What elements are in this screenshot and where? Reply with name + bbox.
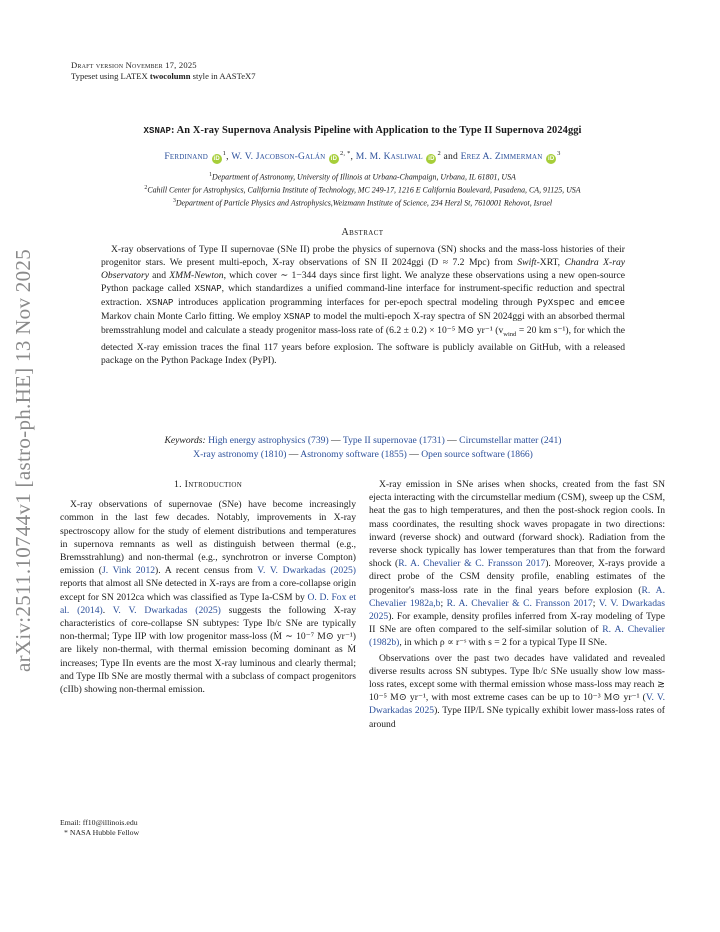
paragraph: X-ray emission in SNe arises when shocks, created from the fast SN ejecta interacting with the circumstellar medium (CSM), sweep up the CSM, heat the gas to high temperatures, and then the post-shock region cools. In mass coordinates, the resulting shock waves propagate in two directions: inward (reverse shock) and outward (forward shock). Radiation from the reverse shock typically has lower temperatures than that from the forward shock (R. A. Chevalier & C. Fransson 2017). Moreover, X-rays provide a direct probe of the CSM density profile, enabling estimates of the progenitor's mass-loss rate in the final years before explosion (R. A. Chevalier 1982a,b; R. A. Chevalier & C. Fransson 2017; V. V. Dwarkadas 2025). For example, density profiles inferred from X-ray modeling of Type II SNe are often compared to the self-similar solution of R. A. Chevalier (1982b), in which ρ ∝ r⁻ˢ with s = 2 for a typical Type II SNe. — [369, 479, 666, 649]
paper-title: XSNAP: An X-ray Supernova Analysis Pipeline with Application to the Type II Supernova 2024ggi — [143, 125, 582, 136]
abstract-body: X-ray observations of Type II supernovae (SNe II) probe the physics of supernova (SN) shocks and the mass-loss histories of their progenitor stars. We present multi-epoch, X-ray observations of SN II 2024ggi (D ≈ 7.2 Mpc) from Swift-XRT, Chandra X-ray Observatory and XMM-Newton, which cover ∼ 1−344 days since first light. We analyze these observations using a new open-source Python package called XSNAP, which standardizes a unified command-line interface for instrument-specific reduction and spectral extraction. XSNAP introduces application programming interfaces for per-epoch spectral modeling through PyXspec and emcee Markov chain Monte Carlo fitting. We employ XSNAP to model the multi-epoch X-ray spectra of SN 2024ggi with an absorbed thermal bremsstrahlung model and calculate a steady progenitor mass-loss rate of (6.2 ± 0.2) × 10⁻⁵ M⊙ yr⁻¹ ($v_{wind} = 20$ km s⁻¹), for which the detected X-ray emission traces the final 117 years before explosion. The software is publicly available on GitHub, with a released package on the Python Package Index (PyPI). — [101, 244, 626, 366]
keyword-link[interactable]: Open source software (1866) — [421, 449, 533, 460]
author-name[interactable]: M. M. Kasliwal — [355, 151, 423, 163]
keywords-label: Keywords: — [164, 435, 206, 446]
author-name[interactable]: W. V. Jacobson-Galán — [231, 151, 326, 163]
author-name[interactable]: Ferdinand — [164, 151, 209, 163]
orcid-icon[interactable]: iD — [330, 156, 338, 163]
keyword-link[interactable]: Astronomy software (1855) — [300, 449, 407, 460]
fellow-footnote: * NASA Hubble Fellow — [64, 828, 140, 838]
footnotes — [60, 818, 356, 839]
orcid-icon[interactable]: iD — [547, 156, 555, 163]
affiliation-line: $^2$Cahill Center for Astrophysics, California Institute of Technology, MC 249-17, 1216 E California Boulevard, Pasadena, CA, 91125, USA — [144, 185, 581, 195]
affiliation-line: $^1$Department of Astronomy, University of Illinois at Urbana-Champaign, Urbana, IL 61801, USA — [209, 172, 516, 182]
left-column — [60, 478, 356, 696]
running-header — [71, 60, 256, 82]
orcid-icon[interactable]: iD — [213, 156, 220, 163]
abstract-heading: Abstract — [341, 227, 384, 238]
citation-link[interactable]: V. V. Dwarkadas 2025 — [369, 597, 665, 623]
keyword-link[interactable]: High energy astrophysics (739) — [208, 435, 329, 446]
orcid-icon[interactable]: iD — [428, 156, 435, 163]
citation-link[interactable]: R. A. Chevalier & C. Fransson 2017 — [398, 558, 546, 570]
paragraph: X-ray observations of supernovae (SNe) have become increasingly common in the last few decades. Notably, improvements in X-ray spectroscopy allow for the study of element distributions and temperatures in supernova remnants as well as distinguish between thermal (e.g., Bremsstrahlung) and non-thermal (e.g., synchrotron or inverse Compton) emission (J. Vink 2012). A recent census from V. V. Dwarkadas (2025) reports that almost all SNe detected in X-rays are from a core-collapse origin except for SN 2012ca which was classified as Type Ia-CSM by O. D. Fox et al. (2014). V. V. Dwarkadas (2025) suggests the following X-ray characteristics of core-collapse SN subtypes: Type Ib/c SNe are typically non-thermal; Type IIP with low progenitor mass-loss (Ṁ ∼ 10⁻⁷ M⊙ yr⁻¹) are likely non-thermal, with thermal emission becoming dominant as Ṁ increases; Type IIn events are the most X-ray luminous and clearly thermal; and Type IIb SNe are mostly thermal with a subclass of compact progenitors (cIIb) showing non-thermal emission. — [60, 499, 356, 696]
citation-link[interactable]: R. A. Chevalier & C. Fransson 2017 — [446, 597, 593, 609]
citation-link[interactable]: R. A. Chevalier (1982b) — [369, 624, 665, 649]
citation-link[interactable]: V. V. Dwarkadas (2025) — [257, 565, 356, 577]
keyword-link[interactable]: Circumstellar matter (241) — [459, 435, 562, 446]
arxiv-identifier — [2, 230, 46, 690]
citation-link[interactable]: V. V. Dwarkadas 2025 — [369, 692, 666, 717]
email-footnote: Email: ff10@illinois.edu — [60, 818, 138, 827]
keyword-link[interactable]: Type II supernovae (1731) — [342, 435, 445, 446]
keywords: Keywords: High energy astrophysics (739) — Type II supernovae (1731) — Circumstellar matter (241) X-ray astronomy (1810) — Astronomy software (1855) — Open source software (1866) — [164, 435, 562, 460]
author-list: Ferdinand $iD^1$, W. V. Jacobson-Galán $iD^{2, *}$, M. M. Kasliwal $iD^2$ and Erez A. Zimmerman $iD^3$ — [164, 150, 561, 163]
keyword-link[interactable]: X-ray astronomy (1810) — [193, 449, 287, 460]
citation-link[interactable]: R. A. Chevalier 1982a,b — [369, 584, 665, 609]
section-heading: 1. Introduction — [173, 479, 243, 490]
draft-version: Draft version November 17, 2025 — [71, 60, 197, 70]
citation-link[interactable]: J. Vink 2012 — [101, 565, 156, 577]
arxiv-identifier-text: arXiv:2511.10744v1 [astro-ph.HE] 13 Nov 2025 — [11, 248, 36, 672]
citation-link[interactable]: V. V. Dwarkadas (2025) — [112, 604, 221, 616]
affiliation-line: $^3$Department of Particle Physics and Astrophysics,Weizmann Institute of Science, 234 Herzl St, 7610001 Rehovot, Israel — [172, 198, 553, 209]
typeset-note: Typeset using LATEX twocolumn style in AASTeX7 — [71, 71, 256, 81]
citation-link[interactable]: O. D. Fox et al. (2014) — [60, 591, 356, 616]
paragraph: Observations over the past two decades have validated and revealed diverse results across SN subtypes. Type Ib/c SNe usually show low mass-loss rates, except some with thermal emission whose mass-loss may reach ≳ 10⁻⁵ M⊙ yr⁻¹, with most extreme cases can be up to 10⁻³ M⊙ yr⁻¹ (V. V. Dwarkadas 2025). Type IIP/L SNe typically exhibit lower mass-loss rates of around — [369, 652, 666, 730]
right-column — [369, 478, 665, 731]
author-name[interactable]: Erez A. Zimmerman — [460, 151, 543, 163]
affiliations — [50, 170, 675, 210]
